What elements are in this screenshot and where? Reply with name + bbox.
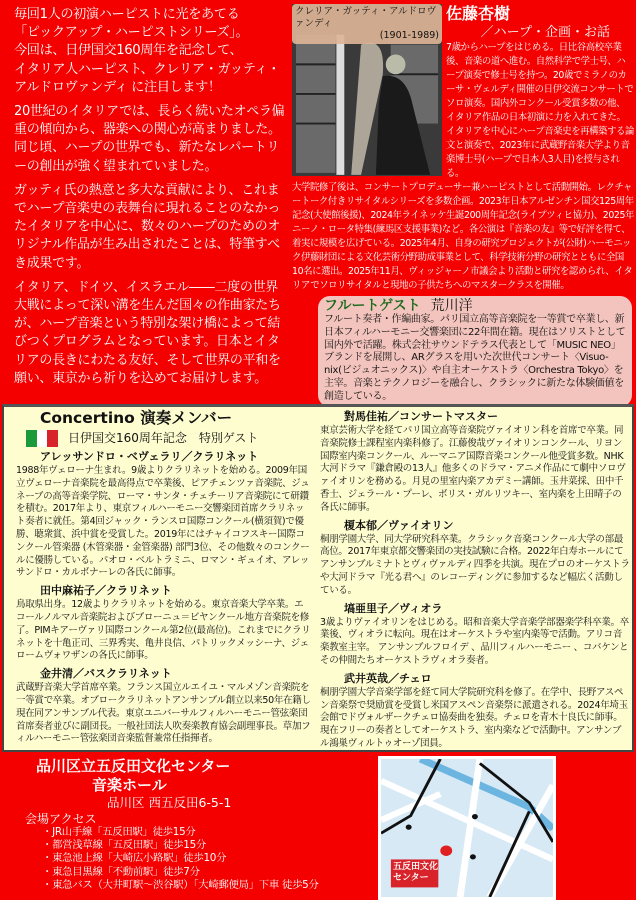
intro-line: イタリア人ハーピスト、クレリア・ガッティ・	[14, 61, 281, 77]
harpist-photo	[292, 4, 442, 176]
flute-guest-box	[318, 296, 632, 407]
venue-map	[378, 756, 556, 900]
members-left-column	[16, 449, 312, 749]
member-bio: 桐朋学園大学音楽学部を経て同大学院研究科を修了。在学中、長野アスペン音楽祭で奨励賞を受賞し米国アスペン音楽祭に派遣される。2024年埼玉会館でドヴォルザークチェロ協奏曲を独奏。チェロを青木十良氏に師事。現在フリーの奏者としてオーケストラ、室内楽などで活動中。アンサンブル鴻巣ヴィルトゥオーゾ団員。	[320, 686, 628, 749]
members-subtitle: 日伊国交160周年記念 特別ゲスト	[68, 431, 259, 445]
intro-line: 毎回1人の初演ハーピストに光をあてる	[14, 7, 240, 22]
venue-name: 品川区立五反田文化センター	[36, 757, 231, 775]
venue-hall: 音楽ホール	[92, 776, 167, 794]
access-item: ・都営浅草線「五反田駅」徒歩15分	[42, 839, 206, 852]
member-name: 塙亜里子／ヴィオラ	[344, 601, 443, 615]
member-bio: 武蔵野音楽大学首席卒業。フランス国立ルエイユ・マルメゾン音楽院を一等賞で卒業。オブロークラリネットアンサンブル創立以来50年在籍し現在同アンサンブル代表。東京ユニバーサルフィルハーモニー管弦楽団首席奏者並びに副団長。一般社団法人吹奏楽教育協会副理事長。草加フィルハーモニー管弦楽団音楽監督兼常任指揮者。	[16, 682, 311, 745]
italy-flag-icon	[26, 430, 58, 447]
map-venue-label	[393, 862, 438, 884]
intro-paragraph: イタリア、ドイツ、イスラエル――二度の世界大戦によって深い溝を生んだ国々の作曲家たちが、ハープ音楽という特別な架け橋によって結びつくプログラムとなっています。日本とイタリアの長きにわたる友好、そして世界の平和を願い、東京から祈りを込めてお届けします。	[14, 279, 281, 386]
performer-name: 佐藤杏樹	[446, 4, 511, 23]
member-name: 榎本郁／ヴァイオリン	[344, 518, 454, 532]
map-label-line: センター	[393, 873, 429, 883]
intro-line: アルドロヴァンディ に注目します！	[14, 79, 221, 95]
intro-paragraph: ガッティ氏の熱意と多大な貢献により、これまでハープ音楽史の表舞台に現れることのなかったイタリアを中心に、数々のハープのためのオリジナル作品が生み出されたことは、特筆すべき成果です。	[14, 182, 281, 271]
photo-caption	[292, 4, 442, 44]
member-bio: 3歳よりヴァイオリンをはじめる。昭和音楽大学音楽学部器楽学科卒業。卒業後、ヴィオラに転向。現在はオーケストラや室内楽等で活動。アリコ音楽教室主宰。 アンサンブルフロイデ 、品川フィルハーモニー 、コバケンとその仲間たちオーケストラヴィオラ奏者。	[320, 616, 629, 666]
intro-section	[0, 0, 636, 404]
flute-guest-label: フルートゲスト	[324, 298, 421, 314]
map-label-line: 五反田文化	[393, 862, 439, 872]
member-bio: 鳥取県出身。12歳よりクラリネットを始める。東京音楽大学卒業。エコールノルマル音楽院およびブローニュ＝ビヤンクール地方音楽院を修了。PIMキアーヴァリ国際コンクール第2位(最高位)。これまでにクラリネットを十亀正司、三界秀実、亀井良信、パトリックメッシーナ、ジェロームヴォワザンの各氏に師事。	[16, 599, 311, 662]
harpist-name: クレリア・ガッティ・アルドロヴァンディ	[295, 6, 437, 29]
access-info	[25, 812, 319, 892]
venue-address: 品川区 西五反田6-5-1	[107, 795, 232, 810]
harpist-years: (1901-1989)	[379, 30, 439, 41]
member-bio: 東京芸術大学を経てパリ国立高等音楽院ヴァイオリン科を首席で卒業。同音楽院修士課程室内楽科修了。江藤俊哉ヴァイオリンコンクール、リヨン国際室内楽コンクール、ルーマニア国際音楽コンクール他受賞多数。NHK大河ドラマ『鎌倉殿の13人』他多くのドラマ・アニメ作品にて劇中ソロヴァイオリンを務める。月見の里室内楽アカデミー講師。玉井菜採、田中千香士、ジェラール・プーレ、ボリス・ガルリツキー、室内楽を上田晴子の各氏に師事。	[320, 425, 626, 513]
performer-role: ／ハープ・企画・お話	[480, 25, 610, 40]
flute-guest-name: 荒川洋	[430, 298, 473, 314]
member-name: 武井英哉／チェロ	[344, 671, 432, 685]
series-name: 「ピックアップ・ハーピストシリーズ」。	[14, 25, 249, 41]
flute-guest-bio: フルート奏者・作編曲家。パリ国立高等音楽院を一等賞で卒業し、新日本フィルハーモニー交響楽団に22年間在籍。現在はソリストとして国内外で活躍。株式会社サウンドテラス代表として「MUSIC NEO」ブランドを展開し、ARグラスを用いた次世代コンサート〈Visuo-nix(ビジュオニックス)〉や自主オーケストラ〈Orchestra Tokyo〉を主宰。音楽とテクノロジーを融合し、クラシックに新たな体験価値を創造している。	[324, 314, 626, 402]
members-title: Concertino 演奏メンバー	[40, 409, 233, 427]
access-item: ・東急目黒線「不動前駅」徒歩7分	[42, 865, 200, 878]
member-name: 田中麻祐子／クラリネット	[40, 584, 172, 598]
member-name: 金井清／バスクラリネット	[40, 667, 172, 681]
performer-bio-continued: 大学院修了後は、コンサートプロデューサー兼ハーピストとして活動開始。レクチャートーク付きリサイタルシリーズを多数企画。2023年日本アルゼンチン国交125周年記念(大使館後援)、2024年ライネッケ生誕200周年記念(ライプツィヒ協力)、2025年ニーノ・ロータ特集(練馬区支援事業)など。各公演は『音楽の友』等で好評を得て、着実に規模を広げている。2025年4月、自身の研究プロジェクトが(公財)ハーモニック伊藤財団による文化芸術分野助成事業として、科学技術分野の研究とともに全国10名に選出。2025年11月、ヴィッジャーノ市議会より活動と研究を認められ、イタリアでソロリサイタルと現地の子供たちへのマスタークラスを開催。	[292, 182, 634, 291]
intro-text	[14, 6, 290, 394]
intro-line: 今回は、日伊国交160周年を記念して、	[14, 43, 243, 59]
member-name: アレッサンドロ・ベヴェラリ／クラリネット	[40, 450, 259, 463]
access-item: ・東急バス（大井町駅～渋谷駅）「大崎郵便局」下車 徒歩5分	[42, 878, 319, 891]
intro-paragraph: 20世紀のイタリアでは、長らく続いたオペラ偏重の傾向から、器楽への関心が高まりました。同じ頃、ハープの世界でも、新たなレパートリーの創出が強く望まれていました。	[14, 104, 285, 174]
members-right-column	[320, 409, 630, 754]
access-item: ・東急池上線「大崎広小路駅」徒歩10分	[42, 852, 227, 865]
member-name: 對馬佳祐／コンサートマスター	[344, 410, 498, 423]
access-item: ・JR山手線「五反田駅」徒歩15分	[42, 826, 196, 838]
performer-bio: 7歳からハープをはじめる。日比谷高校卒業後、音楽の道へ進む。自然科学で学士号、ハープ演奏で修士号を持つ。20歳でミラノのカーサ・ヴェルディ開催の日伊交流コンサートでソロ演奏。国内外コンクール受賞多数の他、イタリア作品の日本初演に力を入れてきた。イタリアを中心にハープ音楽史を再構築する論文と演奏で、2023年に武蔵野音楽大学より音楽博士号(ハープで日本人3人目)を授与される。	[446, 42, 635, 179]
access-label: 会場アクセス	[25, 812, 97, 826]
performer-column	[292, 4, 634, 407]
member-bio: 1988年ヴェローナ生まれ。9歳よりクラリネットを始める。2009年国立ヴェローナ音楽院を最高得点で卒業後、ピアチェンツァ音楽院、ジュネーブの高等音楽学院、ローマ・サンタ・チェチーリア音楽院にて研鑽を積む。2017年より、東京フィルハーモニー交響楽団首席クラリネット奏者に就任。第4回ジャック・ランスロ国際コンクール(横須賀)で優勝、聴衆賞、浜中賞を受賞した。2019年にはチャイコフスキー国際コンクール管楽器 (木管楽器・金管楽器) 部門3位、その他数々のコンクールに優勝している。パオロ・ベルトラミニ、ロマン・ギュイオ、アレッサンドロ・カルボナーレの各氏に師事。	[16, 465, 310, 579]
members-section	[2, 404, 634, 752]
member-bio: 桐朋学園大学、同大学研究科卒業。クラシック音楽コンクール大学の部最高位。2017年東京都交響楽団の実技試験に合格。2022年白寿ホールにてアンサンブルミナトとヴィヴァルディ四季を共演。現在プロのオーケストラや大河ドラマ『光る君へ』のレコーディングに参加するなど幅広く活動している。	[320, 533, 630, 596]
